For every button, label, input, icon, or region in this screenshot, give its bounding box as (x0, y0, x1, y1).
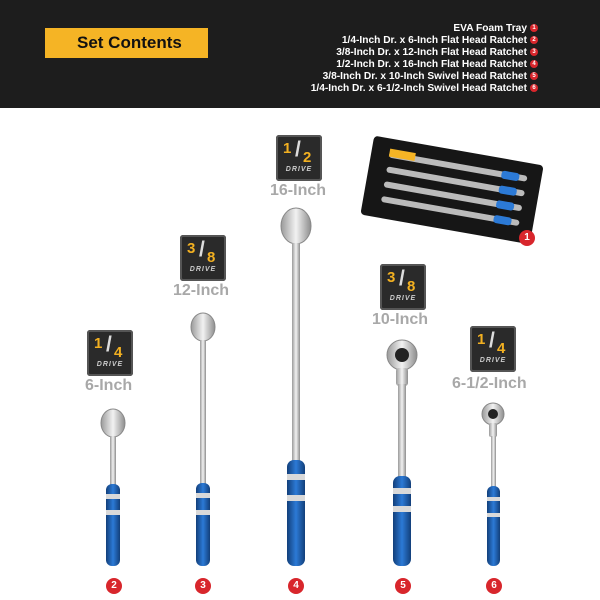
number-marker: 6 (486, 578, 502, 594)
quarter-drive-badge: 1 / 4 DRIVE (87, 330, 133, 376)
foam-tray-image (360, 136, 543, 245)
ratchet-16-inch (281, 208, 311, 566)
contents-item: 1/4-Inch Dr. x 6-1/2-Inch Swivel Head Ratchet 6 (311, 83, 538, 95)
size-label: 6-Inch (85, 377, 133, 394)
set-contents-title: Set Contents (45, 28, 208, 58)
number-marker: 5 (395, 578, 411, 594)
contents-item: 1/2-Inch Dr. x 16-Inch Flat Head Ratchet 4 (311, 59, 538, 71)
ratchet-6-half-inch-swivel (482, 403, 504, 566)
ratchet-10-inch-swivel (387, 340, 417, 566)
quarter-drive-badge: 1 / 4 DRIVE (470, 326, 516, 372)
contents-item: EVA Foam Tray 1 (311, 23, 538, 35)
size-label: 10-Inch (372, 311, 429, 328)
size-label: 16-Inch (270, 182, 327, 199)
contents-item: 3/8-Inch Dr. x 10-Inch Swivel Head Ratchet 5 (311, 71, 538, 83)
number-marker: 3 (195, 578, 211, 594)
number-marker: 6 (530, 84, 538, 92)
contents-item: 3/8-Inch Dr. x 12-Inch Flat Head Ratchet 3 (311, 47, 538, 59)
size-label: 6-1/2-Inch (452, 375, 527, 392)
number-marker: 2 (530, 36, 538, 44)
three-eighths-drive-badge: 3 / 8 DRIVE (380, 264, 426, 310)
three-eighths-drive-badge: 3 / 8 DRIVE (180, 235, 226, 281)
number-marker: 4 (288, 578, 304, 594)
number-marker: 1 (530, 24, 538, 32)
number-marker: 4 (530, 60, 538, 68)
number-marker: 3 (530, 48, 538, 56)
contents-item: 1/4-Inch Dr. x 6-Inch Flat Head Ratchet 2 (311, 35, 538, 47)
ratchet-6-inch (101, 409, 125, 566)
size-label: 12-Inch (173, 282, 230, 299)
half-drive-badge: 1 / 2 DRIVE (276, 135, 322, 181)
number-marker: 5 (530, 72, 538, 80)
tray-number-marker: 1 (519, 230, 535, 246)
number-marker: 2 (106, 578, 122, 594)
ratchet-12-inch (191, 313, 215, 566)
